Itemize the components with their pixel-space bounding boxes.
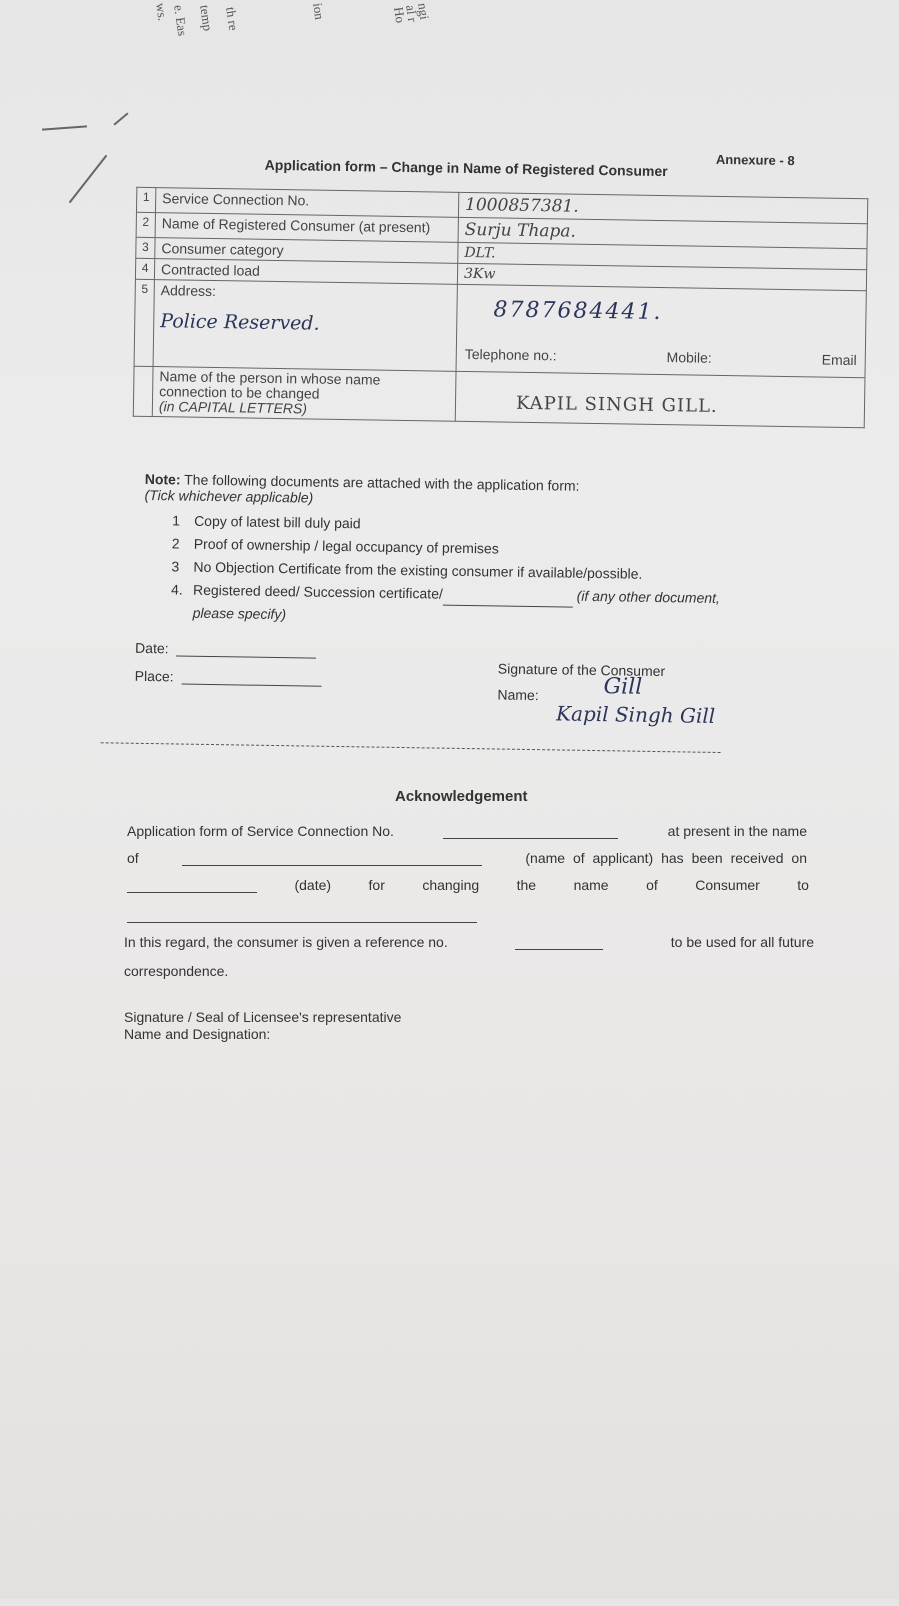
consumer-name-handwritten: Kapil Singh Gill [555,701,716,728]
note-section [143,471,845,635]
item-text: Proof of ownership / legal occupancy of premises [193,535,499,557]
note-bold: Note: [144,470,181,488]
edge-fragment: ws. [153,2,171,22]
row-number: 1 [136,187,155,212]
mobile-label: Mobile: [666,349,712,366]
date-received-blank [127,892,257,893]
form-title: Application form – Change in Name of Registered Consumer [264,156,668,180]
date-field [135,640,317,659]
ack-word: (date) [294,877,332,893]
edge-fragment: Ho [391,6,409,24]
ack-text: at present in the name [667,823,807,839]
ack-line-2 [127,850,807,866]
item-text: Registered deed/ Succession certificate/ [192,581,443,602]
ack-line-6: correspondence. [124,963,229,979]
licensee-name-designation-label: Name and Designation: [124,1026,271,1042]
email-label: Email [821,351,857,369]
row-label: Name of Registered Consumer (at present) [155,213,458,243]
ack-word: to [797,877,809,893]
row-number [133,366,153,416]
ack-text: (name of applicant) has been received on [525,850,807,866]
ack-word: changing [422,877,480,893]
note-sub: (Tick whichever applicable) [144,486,314,506]
row-number: 3 [136,237,155,258]
date-blank [176,655,316,658]
annexure-label: Annexure - 8 [715,151,795,169]
new-name-label-line: (in CAPITAL LETTERS) [158,398,308,417]
row-label: Consumer category [155,238,458,264]
item-text: No Objection Certificate from the existing consumer if available/possible. [193,558,643,582]
ack-word: Consumer [695,877,760,893]
table-row [133,366,865,427]
row-number: 2 [136,212,155,237]
edge-fragment: ngi [415,2,433,21]
ack-text: In this regard, the consumer is given a reference no. [124,934,448,950]
contracted-load-value: 3Kw [457,263,866,290]
row-label: Contracted load [154,259,457,285]
address-label: Address: [160,282,217,300]
ack-word: for [368,877,385,893]
ack-word: of [646,877,658,893]
address-value: Police Reserved. [160,310,320,335]
row-number: 5 [134,279,154,366]
edge-fragment: th re [223,6,242,32]
document-list [171,509,845,635]
place-blank [181,684,321,687]
row-label: Service Connection No. [155,188,458,218]
ack-text: of [127,850,139,866]
date-label: Date: [135,639,169,657]
service-connection-value: 1000857381. [458,192,867,223]
item-continuation: please specify) [192,604,287,623]
ack-text: Application form of Service Connection No. [127,823,394,839]
edge-fragment: temp [197,4,216,32]
address-contact-cell [456,284,866,377]
consumer-name-label: Name: [497,686,539,704]
licensee-signature-label: Signature / Seal of Licensee's representative [124,1009,402,1025]
registered-consumer-value: Surju Thapa. [458,217,867,248]
new-name-value: KAPIL SINGH GILL. [455,371,865,427]
place-field [135,668,322,687]
item-number: 2 [171,535,180,552]
acknowledgement-heading: Acknowledgement [395,788,528,805]
item-number: 4. [170,581,183,598]
new-name-label-line: Name of the person in whose name [159,368,381,388]
new-name-label [152,367,456,422]
consumer-signature: Gill [603,674,643,700]
reference-no-blank [515,949,603,950]
consumer-signature-label: Signature of the Consumer [497,660,666,680]
new-consumer-blank [127,922,477,923]
telephone-label: Telephone no.: [464,345,557,364]
ack-line-3 [127,877,809,893]
ack-text: to be used for all future [670,934,814,950]
row-label [153,280,457,372]
edge-fragment: ion [310,2,328,21]
new-name-label-line: connection to be changed [159,383,320,402]
consumer-category-value: DLT. [458,242,867,269]
ack-word: the [516,877,537,893]
licensee-signature-block [124,1009,401,1043]
place-label: Place: [134,667,174,685]
table-row [134,279,866,377]
ack-word: name [573,877,609,893]
item-number: 1 [172,512,181,529]
ack-line-5 [124,934,814,950]
cut-line [101,742,721,753]
item-tail: (if any other document, [576,587,721,606]
ack-line-1 [127,823,807,839]
row-number: 4 [135,258,154,279]
note-text: The following documents are attached with the application form: [184,471,580,494]
item-number: 3 [171,558,180,575]
edge-fragment: al r [403,4,421,23]
consumer-details-table [133,187,869,428]
phone-value: 8787684441. [493,297,663,326]
applicant-name-blank [182,850,482,866]
edge-fragment: e. Eas [171,4,191,37]
item-text: Copy of latest bill duly paid [194,512,361,532]
service-no-blank [443,823,618,839]
contact-labels [457,322,866,370]
